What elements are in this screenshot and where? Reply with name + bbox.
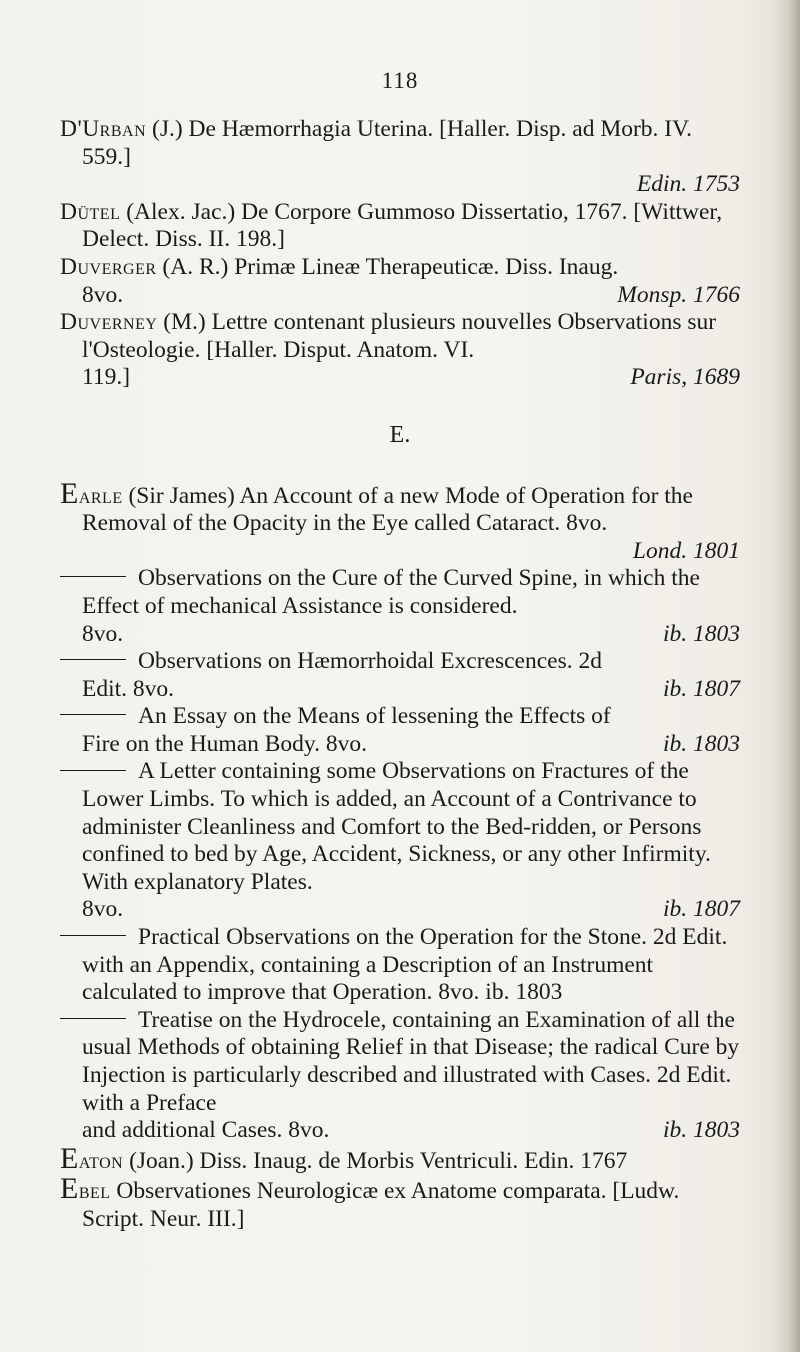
entry-text: (M.) Lettre contenant plusieurs nouvelles Observations sur l'Osteologie. [Haller. Disput. Anatom. VI. <box>82 309 717 363</box>
entry-text: (Sir James) An Account of a new Mode of Operation for the Removal of the Opacity in the Eye called Cataract. 8vo. <box>82 482 693 537</box>
ditto-dash <box>60 935 126 936</box>
entry-author: Dütel <box>60 198 121 225</box>
page-number: 118 <box>381 68 419 93</box>
author-rest: arle <box>78 482 123 509</box>
ditto-dash <box>60 576 126 577</box>
ditto-dash <box>60 659 126 660</box>
imprint-right: ib. 1807 <box>662 675 740 702</box>
entry-imprint <box>82 364 740 392</box>
entry-text: (Alex. Jac.) De Corpore Gummoso Dissertatio, 1767. [Wittwer, Delect. Diss. II. 198.] <box>82 198 723 253</box>
bibliography-entry <box>60 924 740 1007</box>
imprint-right: ib. 1803 <box>662 620 740 647</box>
bibliography-entry <box>60 703 740 758</box>
ditto-dash <box>60 714 126 715</box>
imprint-right: Edin. 1753 <box>636 171 740 198</box>
entry-text: Observations on Hæmorrhoidal Excrescences. 2d <box>138 648 602 675</box>
imprint-right: Lond. 1801 <box>632 537 740 564</box>
author-initial: E <box>60 1172 79 1206</box>
entry-text: Observations on the Cure of the Curved Spine, in which the Effect of mechanical Assistance is considered. <box>82 565 700 619</box>
ditto-dash <box>60 770 126 771</box>
entry-text: (Joan.) Diss. Inaug. de Morbis Ventriculi. Edin. 1767 <box>123 1147 628 1174</box>
entry-imprint <box>82 676 740 704</box>
author-initial: E <box>60 476 79 510</box>
bibliography-entry <box>60 565 740 648</box>
entry-imprint <box>82 621 740 649</box>
imprint-right: Monsp. 1766 <box>617 281 740 308</box>
imprint-left: 8vo. <box>82 620 124 647</box>
imprint-left: Fire on the Human Body. 8vo. <box>82 730 368 757</box>
author-rest: aton <box>78 1147 124 1174</box>
entry-text: An Essay on the Means of lessening the Effects of <box>138 703 611 730</box>
entry-imprint <box>82 731 740 759</box>
bibliography-entry <box>60 1141 740 1176</box>
entry-imprint <box>82 896 740 924</box>
entry-imprint <box>82 538 740 566</box>
ditto-dash <box>60 1018 126 1019</box>
entry-author: Duverney <box>60 309 158 336</box>
imprint-right: ib. 1803 <box>662 1117 740 1144</box>
imprint-left: Edit. 8vo. <box>82 675 175 702</box>
imprint-right: ib. 1803 <box>662 730 740 757</box>
author-initial: E <box>60 1141 79 1175</box>
imprint-left: and additional Cases. 8vo. <box>82 1117 330 1144</box>
bibliography-entry <box>60 254 740 309</box>
entry-text: Practical Observations on the Operation for the Stone. 2d Edit. with an Appendix, containing a Description of an Instrument calculated to improve that Operation. 8vo. ib. 1803 <box>82 924 728 1006</box>
bibliography-entry <box>60 309 740 392</box>
entry-imprint <box>82 282 740 310</box>
entry-author <box>60 476 123 510</box>
bibliography-entry <box>60 1007 740 1145</box>
entry-text: (J.) De Hæmorrhagia Uterina. [Haller. Disp. ad Morb. IV. 559.] <box>82 116 692 170</box>
entry-text: (A. R.) Primæ Lineæ Therapeuticæ. Diss. Inaug. <box>156 253 619 280</box>
entry-text: Treatise on the Hydrocele, containing an Examination of all the usual Methods of obtaining Relief in that Disease; the radical Cure by Injection is particularly described and illustrated with Cases. 2d Edit. with a Preface <box>82 1006 740 1116</box>
bibliography-entry <box>60 758 740 924</box>
entry-imprint <box>82 171 740 199</box>
entry-text: Observationes Neurologicæ ex Anatome comparata. [Ludw. Script. Neur. III.] <box>82 1178 680 1232</box>
imprint-left: 8vo. <box>82 896 124 923</box>
imprint-left: 119.] <box>82 364 131 391</box>
entry-author: D'Urban <box>60 116 147 142</box>
bibliography-entry <box>60 648 740 703</box>
entry-author: Duverger <box>60 253 157 280</box>
imprint-right: ib. 1807 <box>662 896 740 923</box>
page-edge-shadow <box>772 0 800 1352</box>
bibliography-entry <box>60 199 740 254</box>
entry-author <box>60 1172 111 1206</box>
bibliography-entry <box>60 116 740 199</box>
bibliography-content <box>60 116 740 1234</box>
entry-author <box>60 1141 124 1175</box>
bibliography-entry <box>60 1172 740 1233</box>
author-rest: bel <box>78 1178 111 1205</box>
imprint-left: 8vo. <box>82 281 124 308</box>
imprint-right: Paris, 1689 <box>630 364 740 391</box>
entry-imprint <box>82 1117 740 1145</box>
section-heading: E. <box>389 421 411 448</box>
bibliography-entry <box>60 476 740 566</box>
entry-text: A Letter containing some Observations on Fractures of the Lower Limbs. To which is added, an Account of a Contrivance to administer Cleanliness and Comfort to the Bed-ridden, or Persons confined to bed by Age, Accident, Sickness, or any other Infirmity. With explanatory Plates. <box>82 758 711 895</box>
